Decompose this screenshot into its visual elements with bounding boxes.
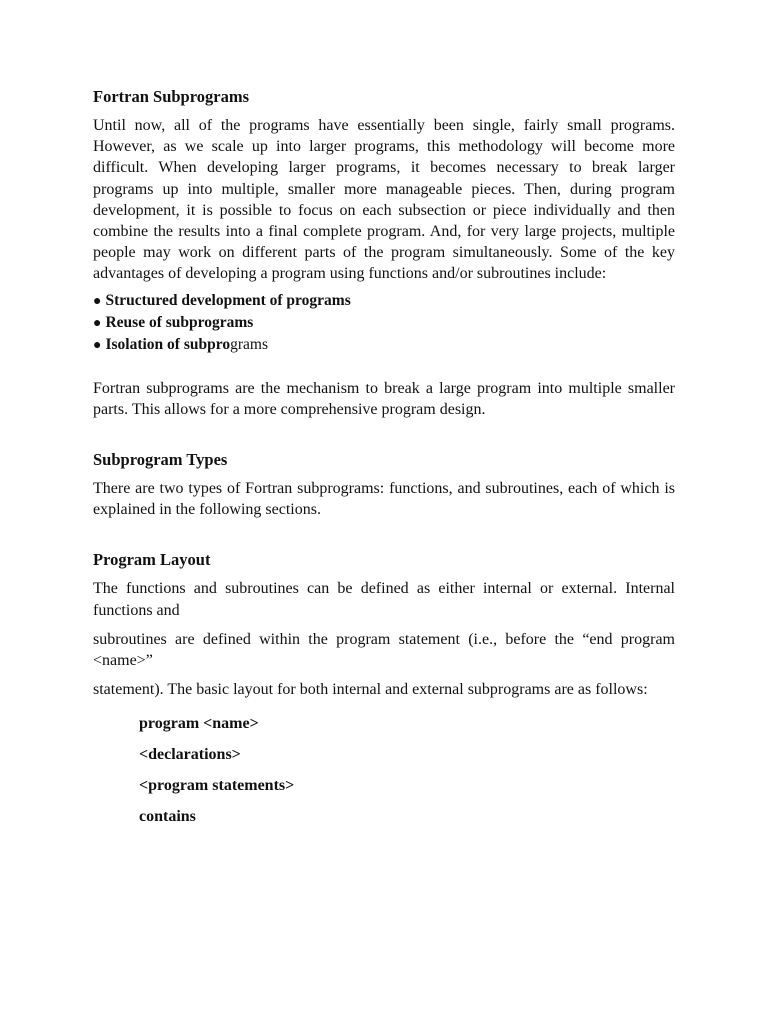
code-block (139, 708, 675, 832)
section-heading-subprogram-types: Subprogram Types (93, 450, 228, 470)
list-item (93, 312, 675, 334)
list-item (93, 290, 675, 312)
code-line-contains: contains (139, 808, 196, 826)
list-item-label: Isolation of subpro (105, 335, 231, 353)
section-heading-program-layout: Program Layout (93, 550, 211, 570)
list-item (93, 334, 675, 356)
types-paragraph: There are two types of Fortran subprograms: functions, and subroutines, each of which is explained in the following sections. (93, 480, 675, 519)
bullet-icon: ● (93, 315, 102, 331)
layout-paragraph-1: The functions and subroutines can be defined as either internal or external. Internal functions and (93, 580, 675, 619)
document-page (93, 84, 675, 832)
intro-paragraph: Until now, all of the programs have essentially been single, fairly small programs. However, as we scale up into larger programs, this methodology will become more difficult. When developing larger programs, it becomes necessary to break larger programs up into multiple, smaller more manageable pieces. Then, during program development, it is possible to focus on each subsection or piece individually and then combine the results into a final complete program. And, for very large projects, multiple people may work on different parts of the program simultaneously. Some of the key advantages of developing a program using functions and/or subroutines include: (93, 117, 675, 283)
code-line-program-statements: <program statements> (139, 777, 295, 795)
list-item-label-rest: grams (230, 335, 268, 353)
advantages-list (93, 290, 675, 356)
code-line-declarations: <declarations> (139, 746, 241, 764)
list-item-label: Structured development of programs (105, 291, 351, 309)
bullet-icon: ● (93, 293, 102, 309)
mechanism-paragraph: Fortran subprograms are the mechanism to break a large program into multiple smaller parts. This allows for a more comprehensive program design. (93, 379, 675, 418)
layout-paragraph-2: subroutines are defined within the program statement (i.e., before the “end program <name>” (93, 630, 675, 670)
section-heading-fortran-subprograms: Fortran Subprograms (93, 87, 249, 106)
layout-paragraph-3: statement). The basic layout for both internal and external subprograms are as follows: (93, 681, 648, 699)
bullet-icon: ● (93, 337, 102, 353)
list-item-label: Reuse of subprograms (105, 313, 254, 331)
code-line-program: program <name> (139, 715, 259, 733)
